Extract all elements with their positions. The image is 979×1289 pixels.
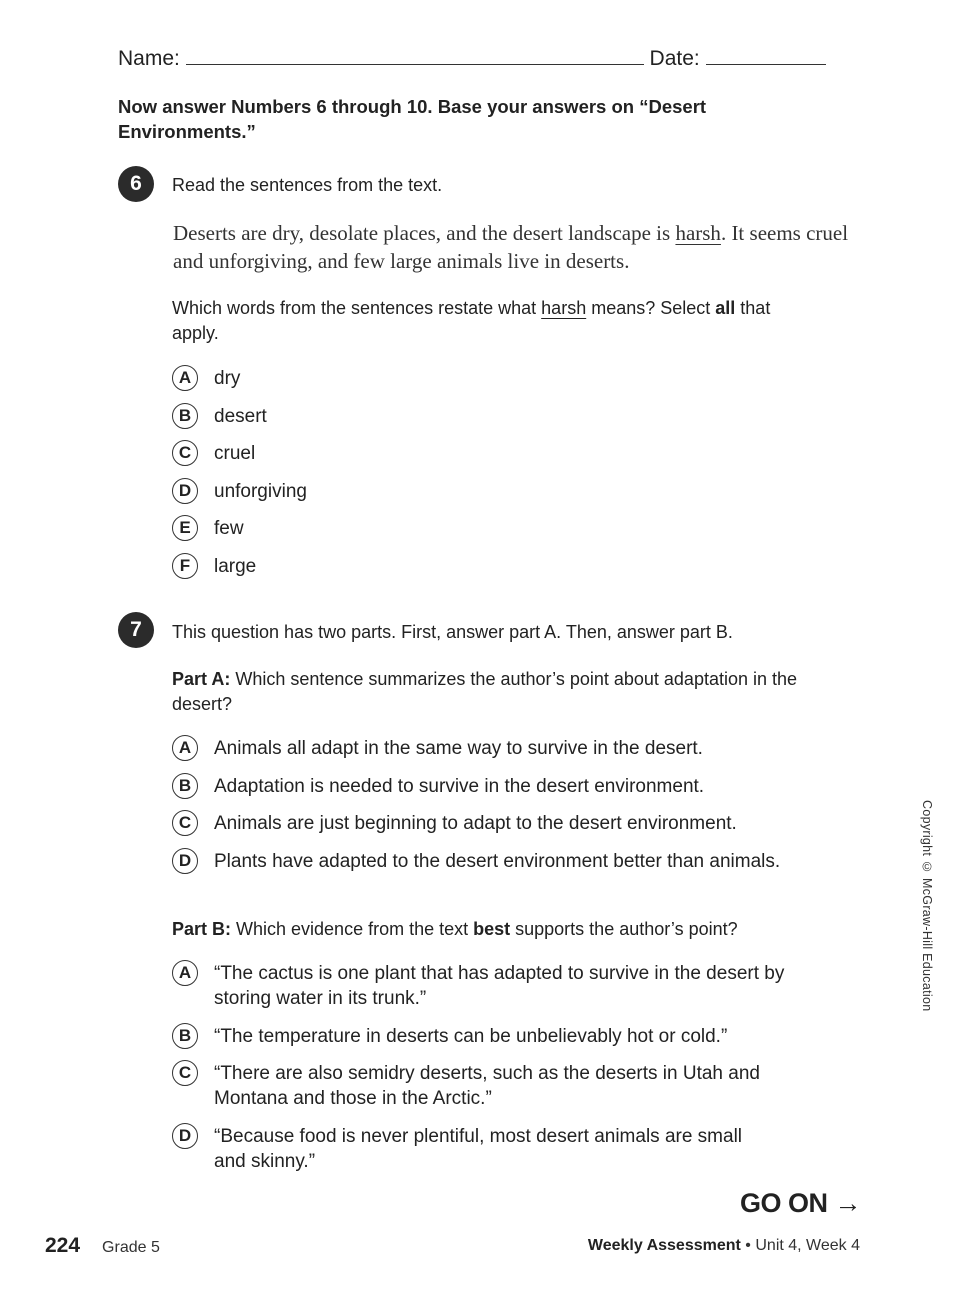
option-letter-bubble[interactable]: D — [172, 848, 198, 874]
copyright-notice: Copyright © McGraw-Hill Education — [920, 800, 934, 1012]
option-letter-bubble[interactable]: C — [172, 440, 198, 466]
part-b-question-start: Which evidence from the text — [231, 919, 474, 939]
answer-option[interactable] — [172, 1024, 832, 1049]
option-letter-bubble[interactable]: A — [172, 735, 198, 761]
name-date-row — [118, 46, 826, 71]
name-field[interactable] — [186, 46, 644, 65]
footer-right — [588, 1237, 860, 1255]
stem-underlined-word: harsh — [541, 298, 587, 318]
option-text: “The temperature in deserts can be unbelievably hot or cold.” — [214, 1025, 728, 1047]
answer-option[interactable] — [172, 366, 862, 391]
option-letter-bubble[interactable]: D — [172, 1123, 198, 1149]
option-letter-bubble[interactable]: C — [172, 810, 198, 836]
stem-text-start: Which words from the sentences restate what — [172, 298, 542, 318]
part-a-question: Which sentence summarizes the author’s point about adaptation in the desert? — [172, 669, 798, 714]
option-text: large — [214, 555, 257, 577]
question-6-prompt: Read the sentences from the text. — [172, 175, 443, 195]
answer-option[interactable] — [172, 811, 862, 836]
question-7-prompt: This question has two parts. First, answer part A. Then, answer part B. — [172, 622, 733, 642]
option-text: Animals are just beginning to adapt to the desert environment. — [214, 813, 737, 835]
page-number: 224 — [45, 1234, 81, 1257]
part-a-stem — [172, 667, 862, 717]
answer-option[interactable] — [172, 554, 862, 579]
answer-option[interactable] — [172, 1124, 772, 1174]
option-text: “The cactus is one plant that has adapted to survive in the desert by storing water in its trunk.” — [214, 963, 785, 1009]
option-text: unforgiving — [214, 480, 307, 502]
option-letter-bubble[interactable]: B — [172, 1023, 198, 1049]
option-text: Adaptation is needed to survive in the desert environment. — [214, 775, 705, 797]
option-text: Animals all adapt in the same way to survive in the desert. — [214, 738, 703, 759]
part-b-bold-word: best — [473, 919, 511, 939]
answer-option[interactable] — [172, 849, 862, 874]
option-letter-bubble[interactable]: F — [172, 553, 198, 579]
option-text: “Because food is never plentiful, most desert animals are small and skinny.” — [214, 1125, 743, 1172]
part-b-label: Part B: — [172, 919, 232, 939]
date-field[interactable] — [706, 46, 826, 65]
option-text: “There are also semidry deserts, such as the deserts in Utah and Montana and those in the Arctic.” — [214, 1063, 760, 1110]
question-6-excerpt — [173, 219, 863, 275]
name-label: Name: — [118, 47, 180, 70]
option-letter-bubble[interactable]: E — [172, 515, 198, 541]
answer-option[interactable] — [172, 516, 862, 541]
option-letter-bubble[interactable]: C — [172, 1060, 198, 1086]
option-text: Plants have adapted to the desert environment better than animals. — [214, 850, 781, 872]
grade-label: Grade 5 — [102, 1239, 160, 1256]
answer-option[interactable] — [172, 404, 862, 429]
option-letter-bubble[interactable]: A — [172, 365, 198, 391]
excerpt-text-end: . It seems cruel and unforgiving, and few large animals live in deserts. — [173, 221, 849, 273]
instructions: Now answer Numbers 6 through 10. Base your answers on “Desert Environments.” — [118, 96, 707, 142]
unit-week-label: Unit 4, Week 4 — [755, 1237, 860, 1254]
assessment-title: Weekly Assessment — [587, 1237, 741, 1254]
answer-option[interactable] — [172, 479, 862, 504]
question-6-stem — [172, 296, 792, 346]
footer-left — [45, 1234, 160, 1258]
option-letter-bubble[interactable]: D — [172, 478, 198, 504]
excerpt-underlined-word: harsh — [675, 221, 721, 245]
option-letter-bubble[interactable]: B — [172, 403, 198, 429]
part-b-stem — [172, 917, 862, 942]
option-text: desert — [214, 405, 267, 427]
stem-text-middle: means? Select — [586, 298, 716, 318]
option-text: dry — [214, 368, 241, 389]
answer-option[interactable] — [172, 736, 862, 761]
part-a-options — [172, 736, 862, 886]
part-b-options — [172, 961, 832, 1186]
date-label: Date: — [649, 47, 700, 70]
option-letter-bubble[interactable]: B — [172, 773, 198, 799]
option-letter-bubble[interactable]: A — [172, 960, 198, 986]
answer-option[interactable] — [172, 961, 832, 1011]
question-6-number: 6 — [118, 166, 154, 202]
stem-text-end: that apply. — [172, 298, 771, 343]
answer-option[interactable] — [172, 774, 862, 799]
excerpt-text-start: Deserts are dry, desolate places, and the desert landscape is — [173, 221, 676, 245]
footer-separator: • — [740, 1237, 756, 1254]
answer-option[interactable] — [172, 1061, 772, 1111]
question-6-options — [172, 366, 862, 592]
go-on-label: GO ON → — [739, 1188, 861, 1218]
question-7-number: 7 — [118, 612, 154, 648]
option-text: cruel — [214, 443, 256, 465]
part-b-question-end: supports the author’s point? — [510, 919, 738, 939]
answer-option[interactable] — [172, 441, 862, 466]
option-text: few — [214, 518, 244, 540]
stem-bold-word: all — [715, 298, 736, 318]
part-a-label: Part A: — [172, 669, 231, 689]
